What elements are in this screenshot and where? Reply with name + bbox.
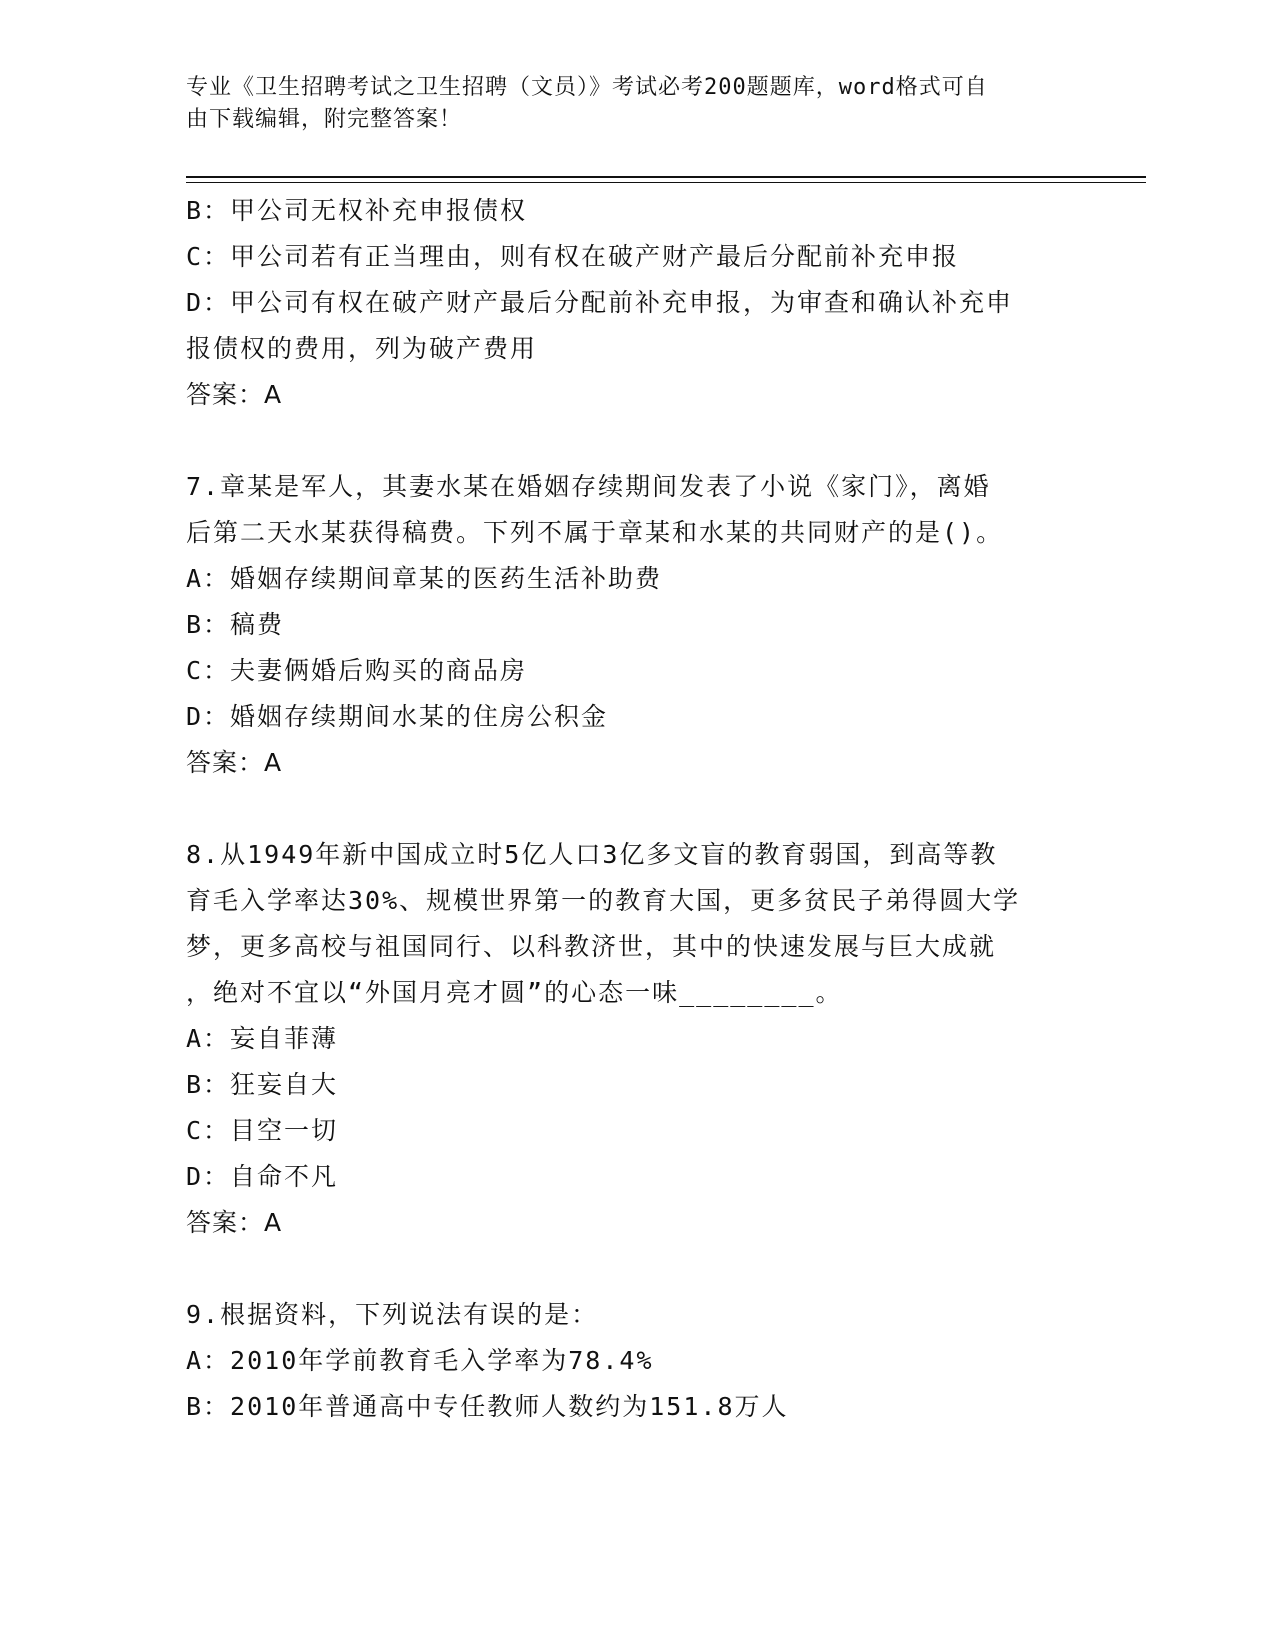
question-stem: 9.根据资料，下列说法有误的是： [186,1300,599,1329]
answer: 答案：A [186,380,283,409]
option-c: C：目空一切 [186,1116,339,1145]
question-stem: 育毛入学率达30%、规模世界第一的教育大国，更多贫民子弟得圆大学 [186,886,1021,915]
option-d: D：甲公司有权在破产财产最后分配前补充申报，为审查和确认补充申 [186,288,1014,317]
option-b: B：狂妄自大 [186,1070,339,1099]
question-stem: 后第二天水某获得稿费。下列不属于章某和水某的共同财产的是()。 [186,518,1004,547]
answer: 答案：A [186,1208,283,1237]
option-a: A：婚姻存续期间章某的医药生活补助费 [186,564,663,593]
option-c: C：夫妻俩婚后购买的商品房 [186,656,528,685]
option-d: D：婚姻存续期间水某的住房公积金 [186,702,609,731]
option-d-continued: 报债权的费用，列为破产费用 [186,334,538,363]
question-stem: 梦，更多高校与祖国同行、以科教济世，其中的快速发展与巨大成就 [186,932,997,961]
header-line-2: 由下载编辑，附完整答案！ [186,107,463,132]
question-8 [186,832,1086,1246]
option-a: A：妄自菲薄 [186,1024,339,1053]
question-stem: 7.章某是军人，其妻水某在婚姻存续期间发表了小说《家门》，离婚 [186,472,991,501]
header-line-1: 专业《卫生招聘考试之卫生招聘（文员）》考试必考200题题库，word格式可自 [186,75,988,100]
header-rule-thin [186,182,1146,183]
option-d: D：自命不凡 [186,1162,339,1191]
question-stem: ，绝对不宜以“外国月亮才圆”的心态一味________。 [186,978,843,1007]
document-header [186,72,1066,136]
option-c: C：甲公司若有正当理由，则有权在破产财产最后分配前补充申报 [186,242,960,271]
question-9 [186,1292,1086,1430]
question-content [186,188,1086,1430]
option-b: B：甲公司无权补充申报债权 [186,196,528,225]
question-6 [186,188,1086,418]
question-stem: 8.从1949年新中国成立时5亿人口3亿多文盲的教育弱国，到高等教 [186,840,998,869]
header-rule [186,176,1146,178]
option-b: B：稿费 [186,610,285,639]
option-b: B：2010年普通高中专任教师人数约为151.8万人 [186,1392,789,1421]
answer: 答案：A [186,748,283,777]
question-7 [186,464,1086,786]
option-a: A：2010年学前教育毛入学率为78.4% [186,1346,654,1375]
